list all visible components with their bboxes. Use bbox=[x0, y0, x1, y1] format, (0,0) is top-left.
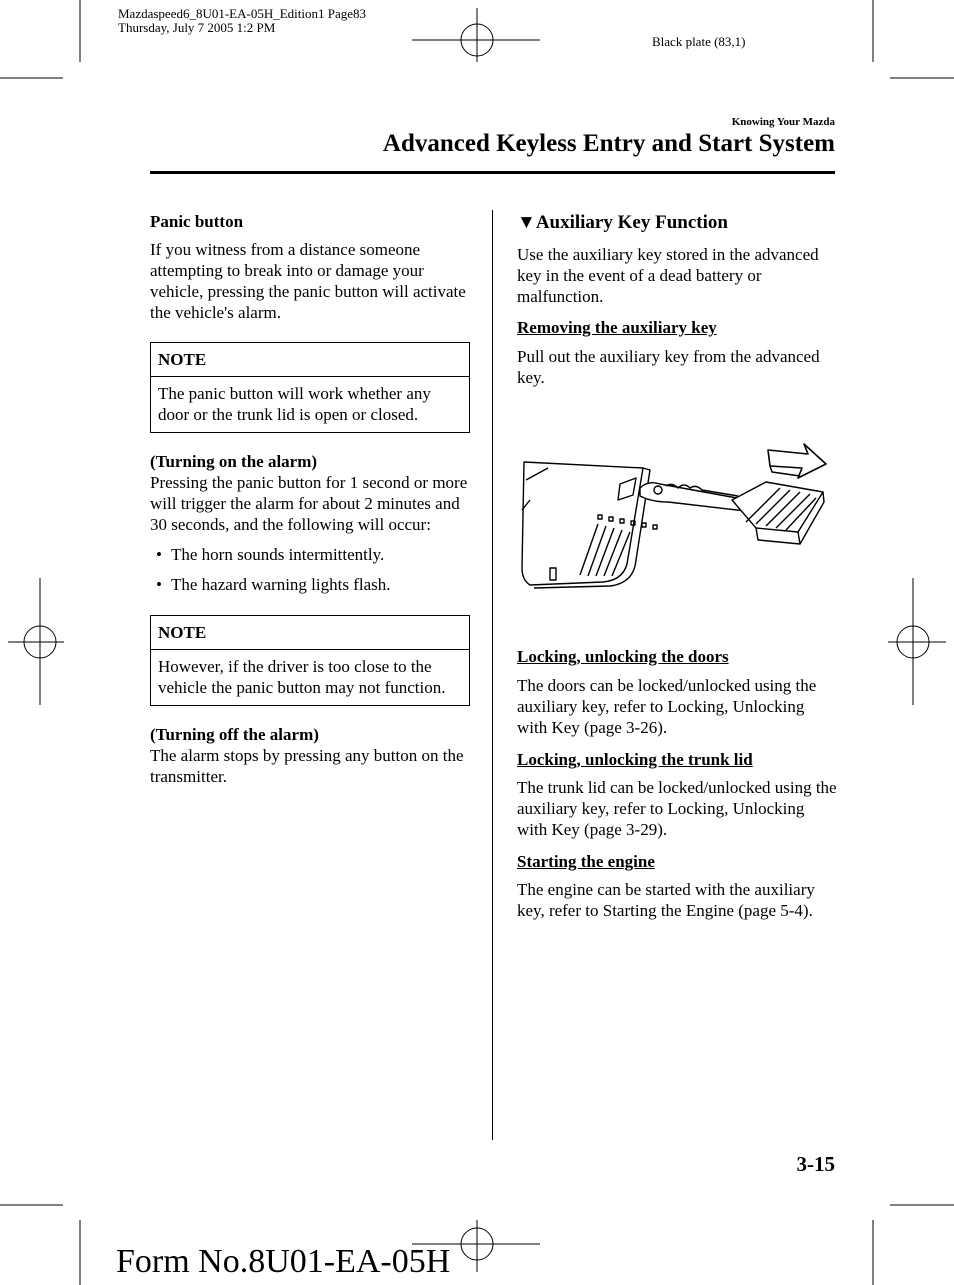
list-item bbox=[150, 574, 470, 595]
section-label: Knowing Your Mazda bbox=[731, 116, 835, 128]
removing-heading: Removing the auxiliary key bbox=[517, 318, 717, 337]
panic-button-heading: Panic button bbox=[150, 212, 244, 231]
starting-engine-heading: Starting the engine bbox=[517, 852, 655, 871]
right-column-bottom bbox=[517, 646, 837, 921]
panic-button-intro: If you witness from a distance someone attempting to break into or damage your vehicle, pressing the panic button will activate the vehicle's alarm. bbox=[150, 240, 466, 322]
print-timestamp: Thursday, July 7 2005 1:2 PM bbox=[118, 20, 276, 35]
note-text: However, if the driver is too close to the vehicle the panic button may not function. bbox=[158, 657, 446, 697]
locking-doors-heading: Locking, unlocking the doors bbox=[517, 647, 729, 666]
right-column-top bbox=[517, 244, 837, 388]
turning-on-heading: (Turning on the alarm) bbox=[150, 452, 318, 471]
title-rule bbox=[150, 171, 835, 174]
locking-trunk-text: The trunk lid can be locked/unlocked using the auxiliary key, refer to Locking, Unlocking with Key (page 3-29). bbox=[517, 778, 837, 839]
triangle-down-icon: ▼ bbox=[517, 212, 536, 233]
form-number: Form No.8U01-EA-05H bbox=[116, 1243, 451, 1280]
print-file-info bbox=[118, 7, 366, 35]
page-number: 3-15 bbox=[796, 1152, 835, 1176]
page-title: Advanced Keyless Entry and Start System bbox=[382, 130, 835, 157]
note-box-2 bbox=[150, 615, 470, 706]
locking-trunk-heading: Locking, unlocking the trunk lid bbox=[517, 750, 753, 769]
turning-off-text: The alarm stops by pressing any button on the transmitter. bbox=[150, 746, 464, 786]
list-item-text: The hazard warning lights flash. bbox=[171, 575, 391, 594]
alarm-effects-list bbox=[150, 544, 470, 595]
note-text: The panic button will work whether any door or the trunk lid is open or closed. bbox=[158, 384, 431, 424]
print-file-name: Mazdaspeed6_8U01-EA-05H_Edition1 Page83 bbox=[118, 6, 367, 21]
auxiliary-key-heading bbox=[517, 211, 728, 235]
turning-off-heading: (Turning off the alarm) bbox=[150, 725, 319, 744]
locking-doors-text: The doors can be locked/unlocked using the auxiliary key, refer to Locking, Unlocking with Key (page 3-26). bbox=[517, 676, 817, 737]
auxiliary-key-intro: Use the auxiliary key stored in the advanced key in the event of a dead battery or malfunction. bbox=[517, 245, 819, 306]
plate-label: Black plate (83,1) bbox=[652, 34, 746, 49]
note-label: NOTE bbox=[151, 616, 469, 650]
starting-engine-text: The engine can be started with the auxiliary key, refer to Starting the Engine (page 5-4). bbox=[517, 880, 815, 920]
removing-text: Pull out the auxiliary key from the advanced key. bbox=[517, 347, 820, 387]
auxiliary-key-illustration bbox=[518, 440, 830, 590]
auxiliary-key-heading-text: Auxiliary Key Function bbox=[535, 212, 728, 233]
note-label: NOTE bbox=[151, 343, 469, 377]
note-box-1 bbox=[150, 342, 470, 433]
list-item bbox=[150, 544, 470, 565]
column-divider bbox=[492, 210, 493, 1140]
list-item-text: The horn sounds intermittently. bbox=[171, 545, 385, 564]
bullet-icon: • bbox=[156, 575, 162, 594]
turning-on-text: Pressing the panic button for 1 second or more will trigger the alarm for about 2 minutes and 30 seconds, and the following will occur: bbox=[150, 473, 468, 534]
bullet-icon: • bbox=[156, 545, 162, 564]
left-column bbox=[150, 211, 470, 787]
